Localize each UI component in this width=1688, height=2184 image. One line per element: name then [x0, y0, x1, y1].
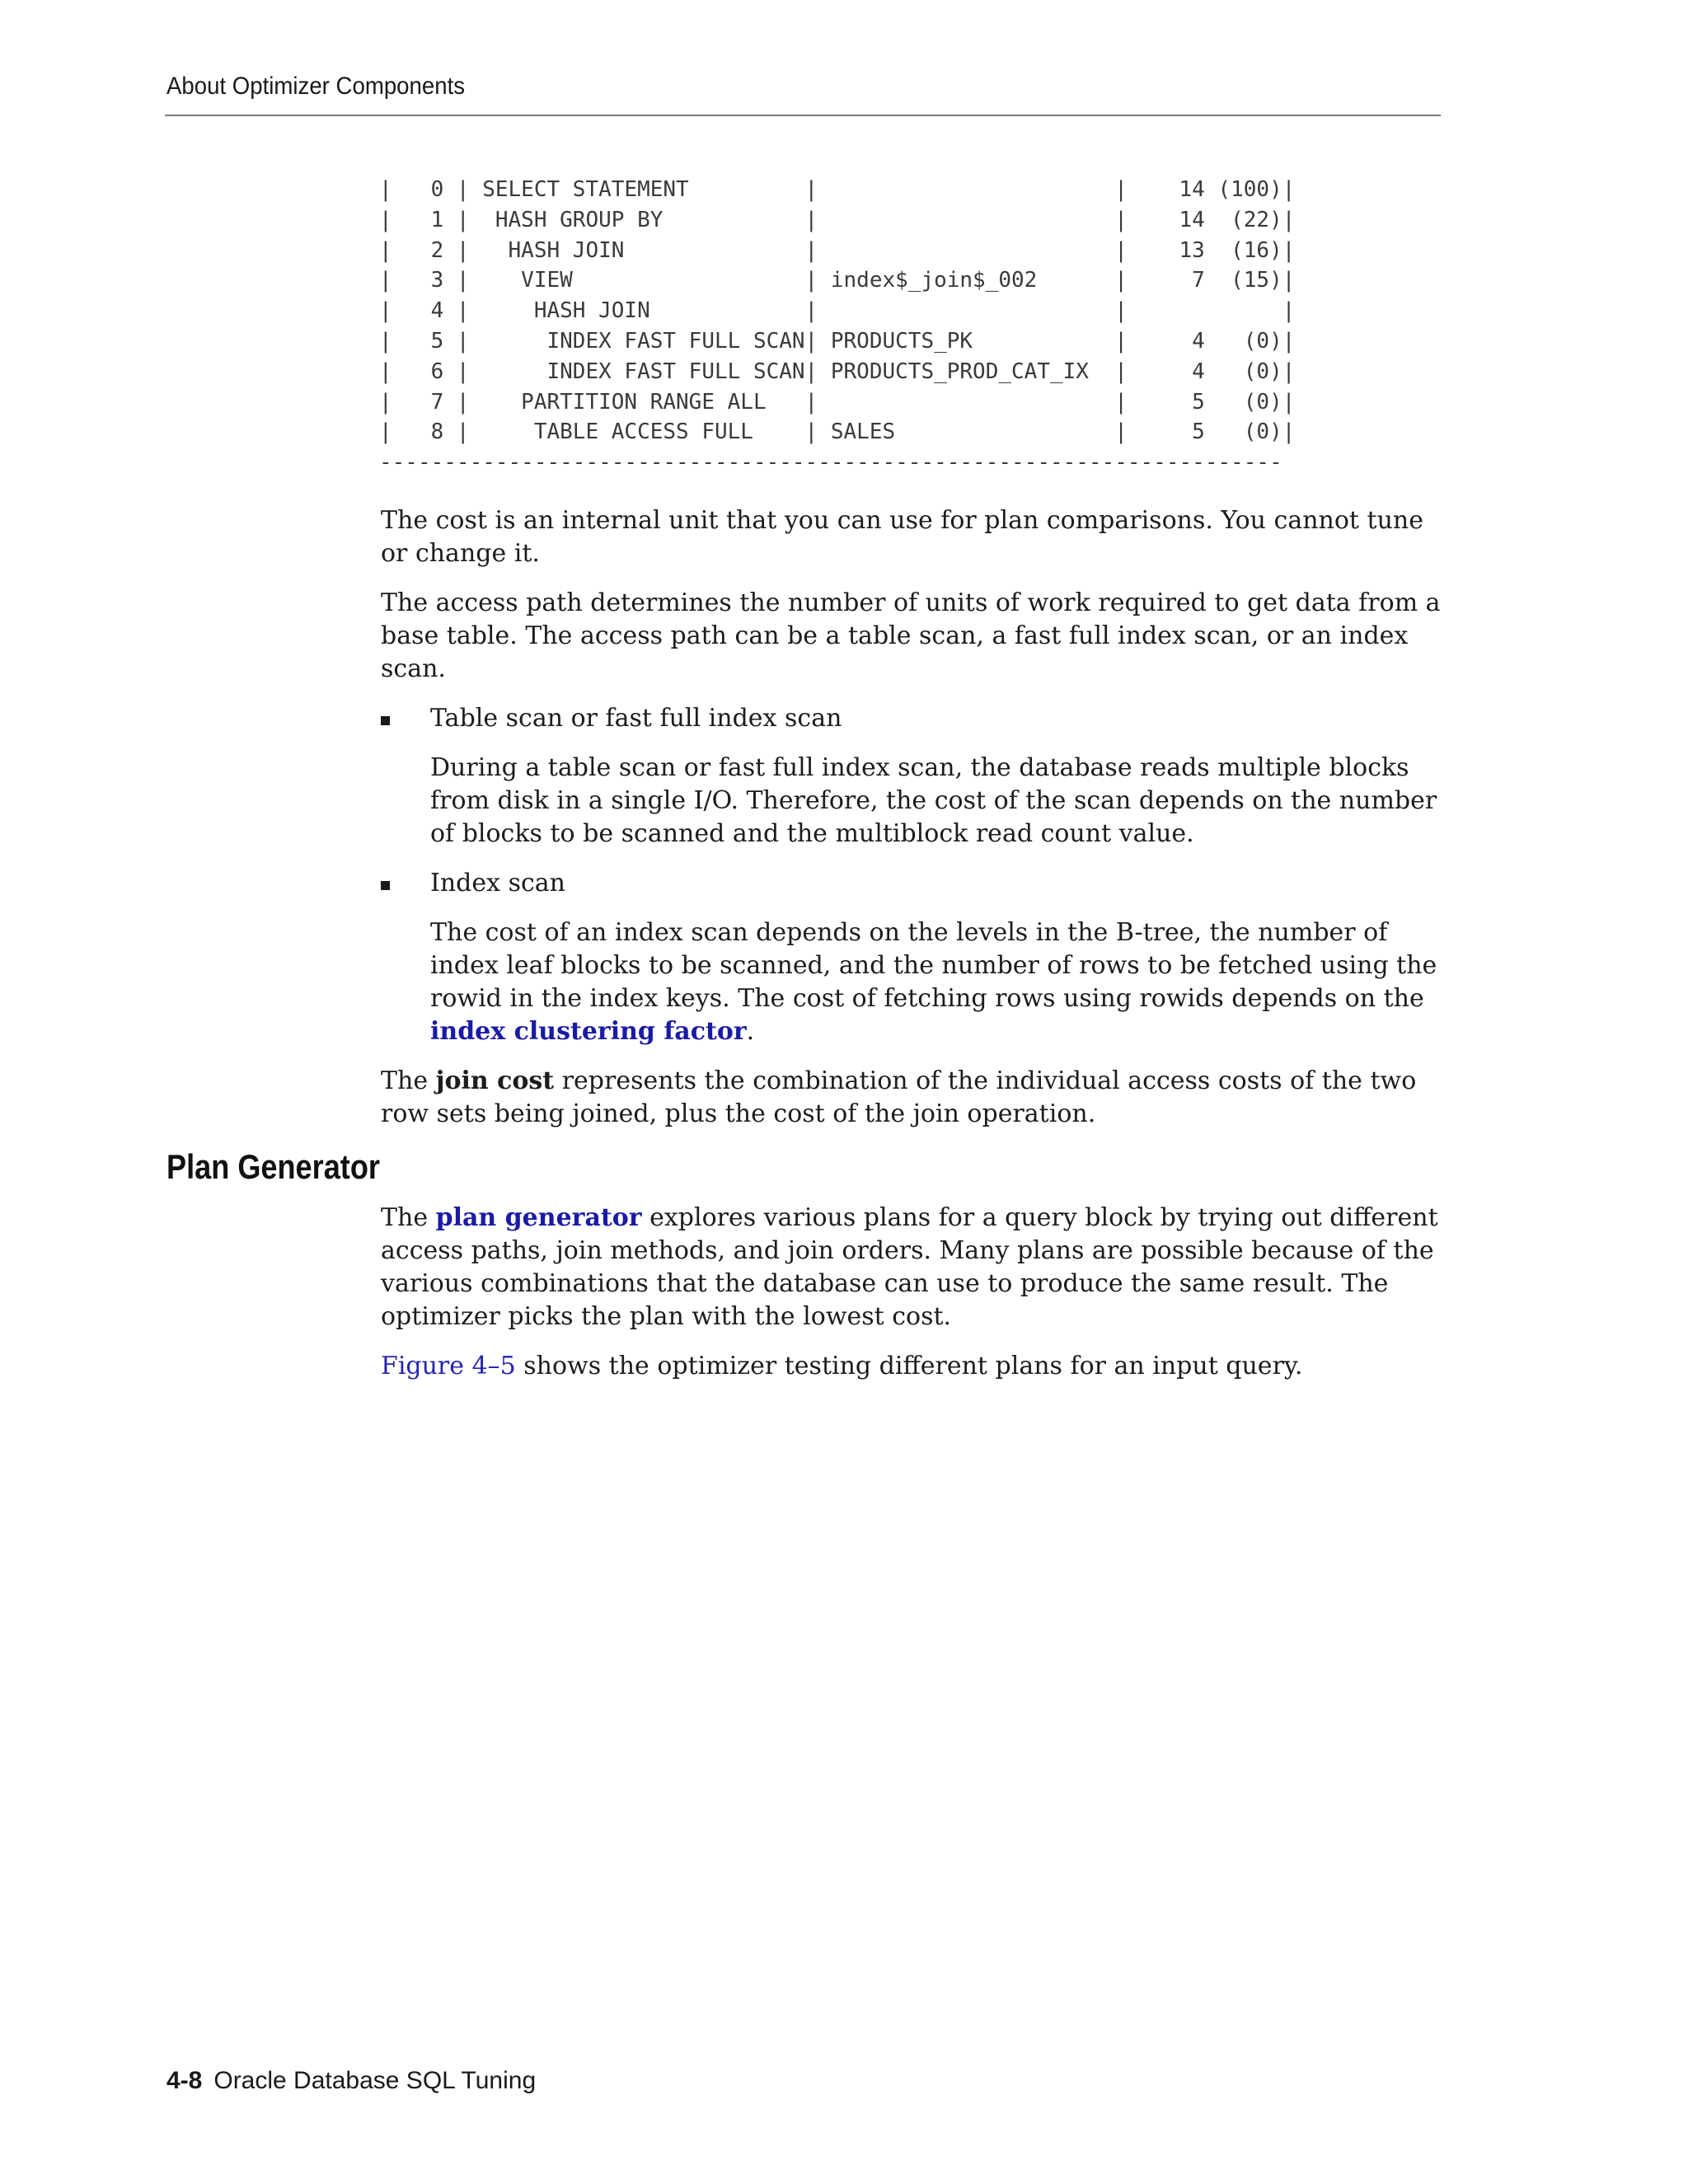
- index-clustering-factor-link[interactable]: index clustering factor: [430, 1017, 747, 1046]
- header-rule: [165, 115, 1441, 116]
- page-footer: [166, 2067, 536, 2095]
- code-line: | 2 | HASH JOIN | | 13 (16)|: [379, 237, 1296, 263]
- join-cost-paragraph: [381, 1065, 1444, 1131]
- bullet-title: Index scan: [430, 869, 565, 898]
- code-line: | 8 | TABLE ACCESS FULL | SALES | 5 (0)|: [379, 419, 1296, 445]
- code-line: | 5 | INDEX FAST FULL SCAN| PRODUCTS_PK | 4 (0)|: [379, 328, 1296, 354]
- index-scan-text-end: .: [746, 1017, 755, 1046]
- section-heading: Plan Generator: [166, 1147, 380, 1186]
- access-path-paragraph: The access path determines the number of units of work required to get data from a base table. The access path can be a table scan, a fast full index scan, or an index scan.: [381, 588, 1441, 683]
- running-header: About Optimizer Components: [166, 73, 466, 100]
- bullet-table-scan: [381, 702, 1444, 735]
- index-scan-description: [381, 916, 1444, 1048]
- plan-generator-link[interactable]: plan generator: [435, 1203, 642, 1232]
- table-scan-description: During a table scan or fast full index scan, the database reads multiple blocks from disk in a single I/O. Therefore, the cost of the scan depends on the number of blocks to be scanned and the multiblock read count value.: [430, 753, 1437, 848]
- plan-generator-text: explores various plans for a query block by trying out different access paths, join methods, and join orders. Many plans are possible because of the various combinations that the database can use to produce the same result. The optimizer picks the plan with the lowest cost.: [381, 1203, 1438, 1331]
- plan-generator-text-start: The: [381, 1203, 436, 1232]
- page-number: 4-8: [166, 2067, 203, 2094]
- code-line: | 3 | VIEW | index$_join$_002 | 7 (15)|: [379, 268, 1296, 293]
- code-divider-line: ----------------------------------------------------------------------: [379, 450, 1282, 476]
- code-line: | 7 | PARTITION RANGE ALL | | 5 (0)|: [379, 389, 1296, 415]
- code-line: | 1 | HASH GROUP BY | | 14 (22)|: [379, 207, 1296, 232]
- bullet-square-icon: [381, 881, 390, 890]
- book-title: Oracle Database SQL Tuning: [213, 2067, 537, 2094]
- figure-reference-text: shows the optimizer testing different plans for an input query.: [515, 1352, 1303, 1380]
- figure-reference-paragraph: [381, 1350, 1444, 1383]
- join-cost-text: represents the combination of the individual access costs of the two row sets being joined, plus the cost of the join operation.: [381, 1066, 1417, 1128]
- index-scan-text: The cost of an index scan depends on the levels in the B-tree, the number of index leaf blocks to be scanned, and the number of rows to be fetched using the rowid in the index keys. The cost of fetching rows using rowids depends on the: [430, 918, 1437, 1013]
- join-cost-term: join cost: [435, 1066, 555, 1095]
- plan-generator-paragraph: [381, 1202, 1444, 1333]
- figure-4-5-link[interactable]: Figure 4–5: [381, 1352, 516, 1380]
- cost-paragraph: The cost is an internal unit that you can use for plan comparisons. You cannot tune or change it.: [381, 506, 1423, 568]
- bullet-square-icon: [381, 716, 390, 725]
- code-line: | 4 | HASH JOIN | | |: [379, 298, 1296, 324]
- execution-plan-code-block: [379, 175, 1295, 478]
- join-cost-text-start: The: [381, 1066, 436, 1095]
- code-line: | 6 | INDEX FAST FULL SCAN| PRODUCTS_PROD_CAT_IX | 4 (0)|: [379, 359, 1296, 384]
- bullet-title: Table scan or fast full index scan: [430, 704, 842, 733]
- bullet-index-scan: [381, 867, 1444, 900]
- code-line: | 0 | SELECT STATEMENT | | 14 (100)|: [379, 177, 1296, 202]
- plan-generator-content: [381, 1202, 1444, 1399]
- body-content: [381, 504, 1444, 1147]
